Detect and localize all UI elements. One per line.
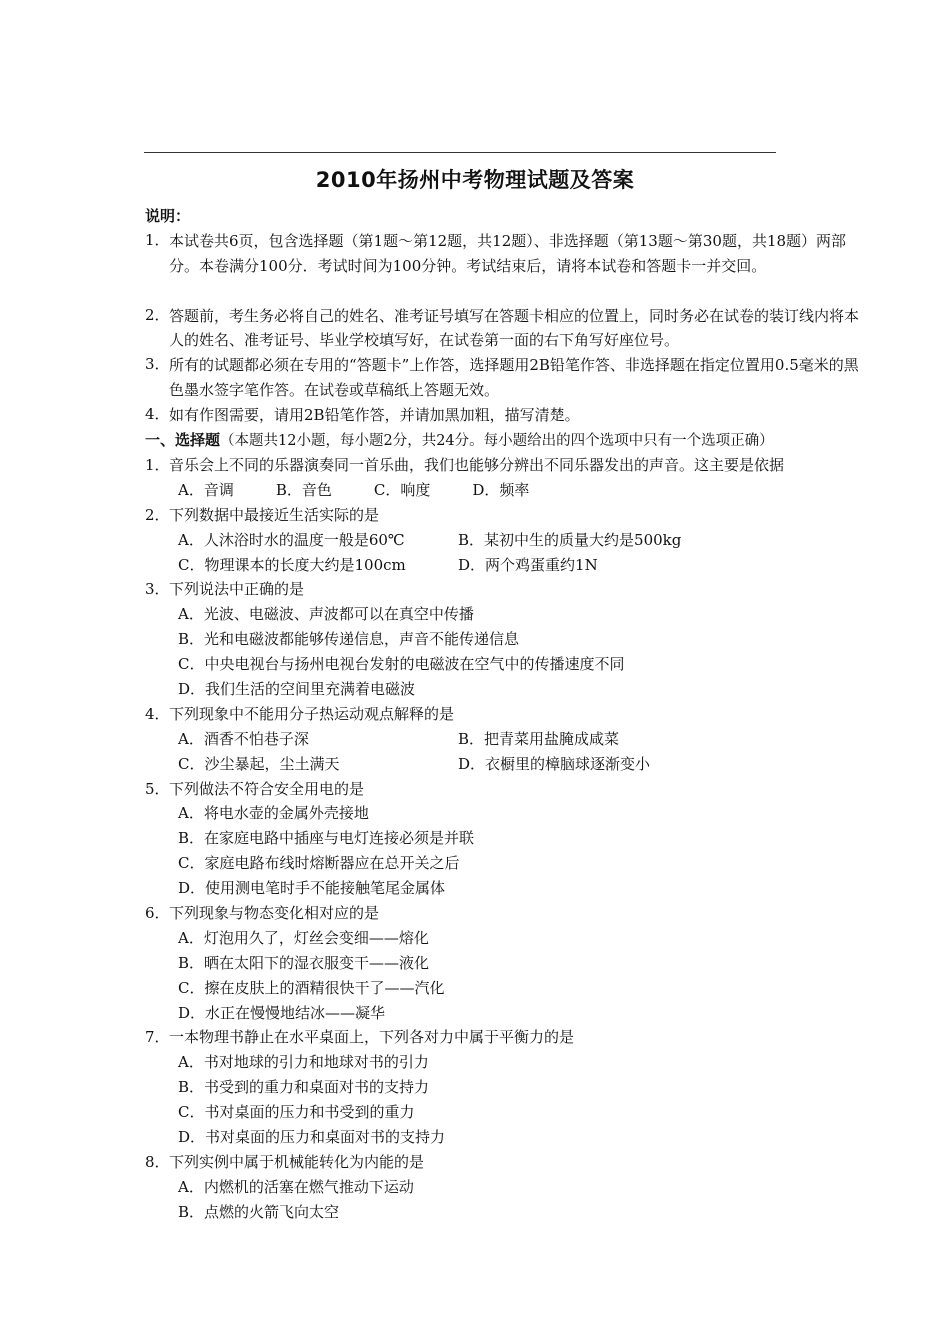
- option-c: C．中央电视台与扬州电视台发射的电磁波在空气中的传播速度不同: [178, 655, 625, 674]
- note-number: 4．: [145, 405, 170, 424]
- question-stem: [145, 1025, 865, 1050]
- option-b: B．点燃的火箭飞向太空: [178, 1202, 340, 1221]
- option-d: D．两个鸡蛋重约1N: [458, 555, 598, 574]
- question-number: 6．: [145, 903, 170, 922]
- option-c: C．家庭电路布线时熔断器应在总开关之后: [178, 854, 460, 873]
- option-c: C．物理课本的长度大约是100cm: [178, 555, 406, 574]
- note-number: 2．: [145, 305, 170, 324]
- question-number: 1．: [145, 455, 170, 474]
- option-b: B．某初中生的质量大约是500kg: [458, 530, 682, 549]
- question-text: 一本物理书静止在水平桌面上，下列各对力中属于平衡力的是: [169, 1028, 575, 1047]
- note-number: 1．: [145, 230, 170, 249]
- header-rule: [144, 152, 776, 153]
- note-text: 本试卷共6页，包含选择题（第1题～第12题，共12题）、非选择题（第13题～第30题，共18题）两部分。本卷满分100分．考试时间为100分钟。考试结束后，请将本试卷和答题卡一并交回。: [169, 231, 847, 275]
- question-number: 4．: [145, 704, 170, 723]
- page-title: 2010年扬州中考物理试题及答案: [315, 168, 635, 192]
- option-c: C．书对桌面的压力和书受到的重力: [178, 1103, 415, 1122]
- note-item: [145, 304, 865, 354]
- question-text: 下列数据中最接近生活实际的是: [169, 505, 380, 524]
- section-note: （本题共12小题，每小题2分，共24分。每小题给出的四个选项中只有一个选项正确）: [220, 433, 774, 450]
- note-text: 答题前，考生务必将自己的姓名、准考证号填写在答题卡相应的位置上，同时务必在试卷的装订线内将本人的姓名、准考证号、毕业学校填写好，在试卷第一面的右下角写好座位号。: [169, 306, 860, 350]
- question-stem: [145, 453, 865, 478]
- option-row: [145, 752, 865, 777]
- note-text: 所有的试题都必须在专用的“答题卡”上作答，选择题用2B铅笔作答、非选择题在指定位置用0.5毫米的黑色墨水签字笔作答。在试卷或草稿纸上答题无效。: [169, 356, 859, 400]
- option-b: B．书受到的重力和桌面对书的支持力: [178, 1078, 430, 1097]
- note-item: [145, 229, 865, 304]
- option-b: B．把青菜用盐腌成咸菜: [458, 729, 620, 748]
- option-d: D．使用测电笔时手不能接触笔尾金属体: [178, 879, 446, 898]
- question-stem: [145, 777, 865, 802]
- option-d: D．衣橱里的樟脑球逐渐变小: [458, 754, 651, 773]
- question-stem: [145, 901, 865, 926]
- question-text: 下列做法不符合安全用电的是: [169, 779, 365, 798]
- section-title: 一、选择题: [145, 431, 221, 450]
- option-b: B．晒在太阳下的湿衣服变干——液化: [178, 953, 430, 972]
- question-stem: [145, 503, 865, 528]
- question-text: 下列现象与物态变化相对应的是: [169, 903, 380, 922]
- option-a: A．内燃机的活塞在燃气推动下运动: [178, 1177, 414, 1196]
- question-number: 5．: [145, 779, 170, 798]
- question-number: 3．: [145, 580, 170, 599]
- section-header: [145, 428, 865, 453]
- option-row: [145, 727, 865, 752]
- question-stem: [145, 577, 865, 602]
- option-d: D．我们生活的空间里充满着电磁波: [178, 679, 416, 698]
- option-b: B．在家庭电路中插座与电灯连接必须是并联: [178, 829, 475, 848]
- question-text: 音乐会上不同的乐器演奏同一首乐曲，我们也能够分辨出不同乐器发出的声音。这主要是依据: [169, 455, 785, 474]
- option-a: A．光波、电磁波、声波都可以在真空中传播: [178, 605, 474, 624]
- notes-heading: 说明：: [145, 207, 191, 225]
- option-d: D．书对桌面的压力和桌面对书的支持力: [178, 1128, 446, 1146]
- question-text: 下列实例中属于机械能转化为内能的是: [169, 1152, 425, 1171]
- exam-content: [145, 204, 865, 1225]
- option-row: [145, 478, 865, 503]
- option-row: [145, 553, 865, 578]
- option-c: C．擦在皮肤上的酒精很快干了——汽化: [178, 978, 445, 997]
- option-d: D．水正在慢慢地结冰——凝华: [178, 1003, 386, 1022]
- option-d: D．频率: [472, 480, 530, 499]
- note-item: [145, 403, 865, 428]
- note-number: 3．: [145, 355, 170, 374]
- option-row: [145, 528, 865, 553]
- option-c: C．沙尘暴起，尘土满天: [178, 754, 340, 773]
- option-a: A．人沐浴时水的温度一般是60℃: [178, 530, 405, 549]
- question-text: 下列现象中不能用分子热运动观点解释的是: [169, 704, 455, 723]
- question-number: 2．: [145, 505, 170, 524]
- option-a: A．灯泡用久了，灯丝会变细——熔化: [178, 928, 429, 947]
- question-text: 下列说法中正确的是: [169, 580, 305, 599]
- option-b: B．光和电磁波都能够传递信息，声音不能传递信息: [178, 630, 520, 649]
- option-a: A．将电水壶的金属外壳接地: [178, 804, 369, 823]
- note-text: 如有作图需要，请用2B铅笔作答，并请加黑加粗，描写清楚。: [169, 406, 580, 425]
- question-stem: [145, 702, 865, 727]
- note-item: [145, 353, 865, 403]
- option-c: C．响度: [373, 480, 431, 499]
- option-a: A．书对地球的引力和地球对书的引力: [178, 1053, 429, 1072]
- option-a: A．酒香不怕巷子深: [178, 729, 309, 748]
- option-a: A．音调: [178, 480, 234, 499]
- question-number: 7．: [145, 1028, 170, 1047]
- question-number: 8．: [145, 1152, 170, 1171]
- option-b: B．音色: [275, 480, 332, 499]
- question-stem: [145, 1150, 865, 1175]
